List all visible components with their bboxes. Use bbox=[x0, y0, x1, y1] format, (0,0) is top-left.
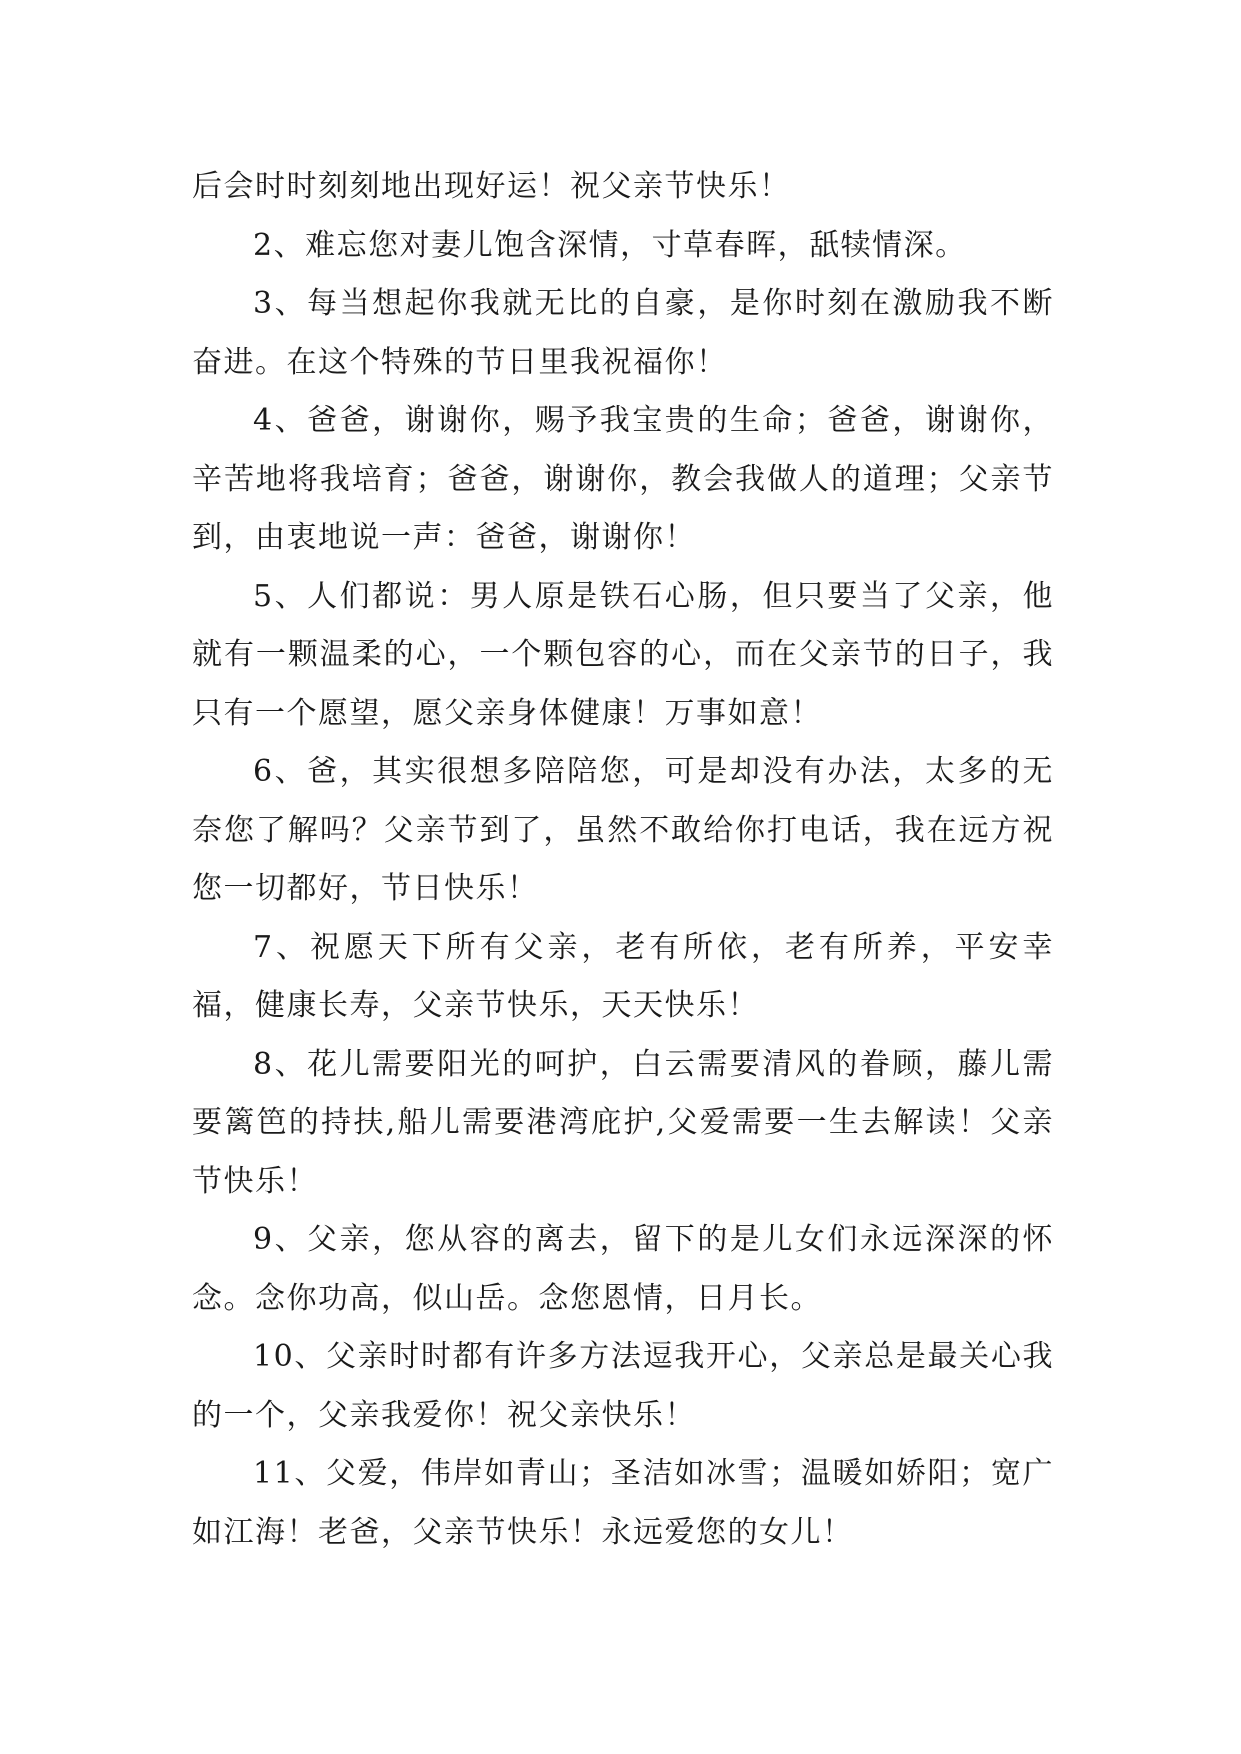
paragraph-item-6: 6、爸，其实很想多陪陪您，可是却没有办法，太多的无奈您了解吗？父亲节到了，虽然不敢给你打电话，我在远方祝您一切都好，节日快乐！ bbox=[192, 754, 1054, 906]
paragraph-item-7: 7、祝愿天下所有父亲，老有所依，老有所养，平安幸福，健康长寿，父亲节快乐，天天快乐！ bbox=[192, 929, 1054, 1023]
paragraph-item-5: 5、人们都说：男人原是铁石心肠，但只要当了父亲，他就有一颗温柔的心，一个颗包容的心，而在父亲节的日子，我只有一个愿望，愿父亲身体健康！万事如意！ bbox=[192, 578, 1054, 731]
paragraph-continuation: 后会时时刻刻地出现好运！祝父亲节快乐！ bbox=[192, 169, 791, 204]
paragraph-item-4: 4、爸爸，谢谢你，赐予我宝贵的生命；爸爸，谢谢你，辛苦地将我培育；爸爸，谢谢你，教会我做人的道理；父亲节到，由衷地说一声：爸爸，谢谢你！ bbox=[192, 403, 1054, 555]
paragraph-item-8: 8、花儿需要阳光的呵护，白云需要清风的眷顾，藤儿需要篱笆的持扶,船儿需要港湾庇护,父爱需要一生去解读！父亲节快乐！ bbox=[192, 1046, 1054, 1199]
paragraph-item-10: 10、父亲时时都有许多方法逗我开心，父亲总是最关心我的一个，父亲我爱你！祝父亲快乐！ bbox=[192, 1339, 1054, 1433]
document-body bbox=[192, 158, 1054, 1562]
paragraph-item-2: 2、难忘您对妻儿饱含深情，寸草春晖，舐犊情深。 bbox=[253, 227, 967, 263]
paragraph-item-3: 3、每当想起你我就无比的自豪，是你时刻在激励我不断奋进。在这个特殊的节日里我祝福你！ bbox=[192, 286, 1054, 380]
paragraph-item-11: 11、父爱，伟岸如青山；圣洁如冰雪；温暖如娇阳；宽广如江海！老爸，父亲节快乐！永远爱您的女儿！ bbox=[192, 1456, 1054, 1550]
paragraph-item-9: 9、父亲，您从容的离去，留下的是儿女们永远深深的怀念。念你功高，似山岳。念您恩情，日月长。 bbox=[192, 1222, 1054, 1316]
